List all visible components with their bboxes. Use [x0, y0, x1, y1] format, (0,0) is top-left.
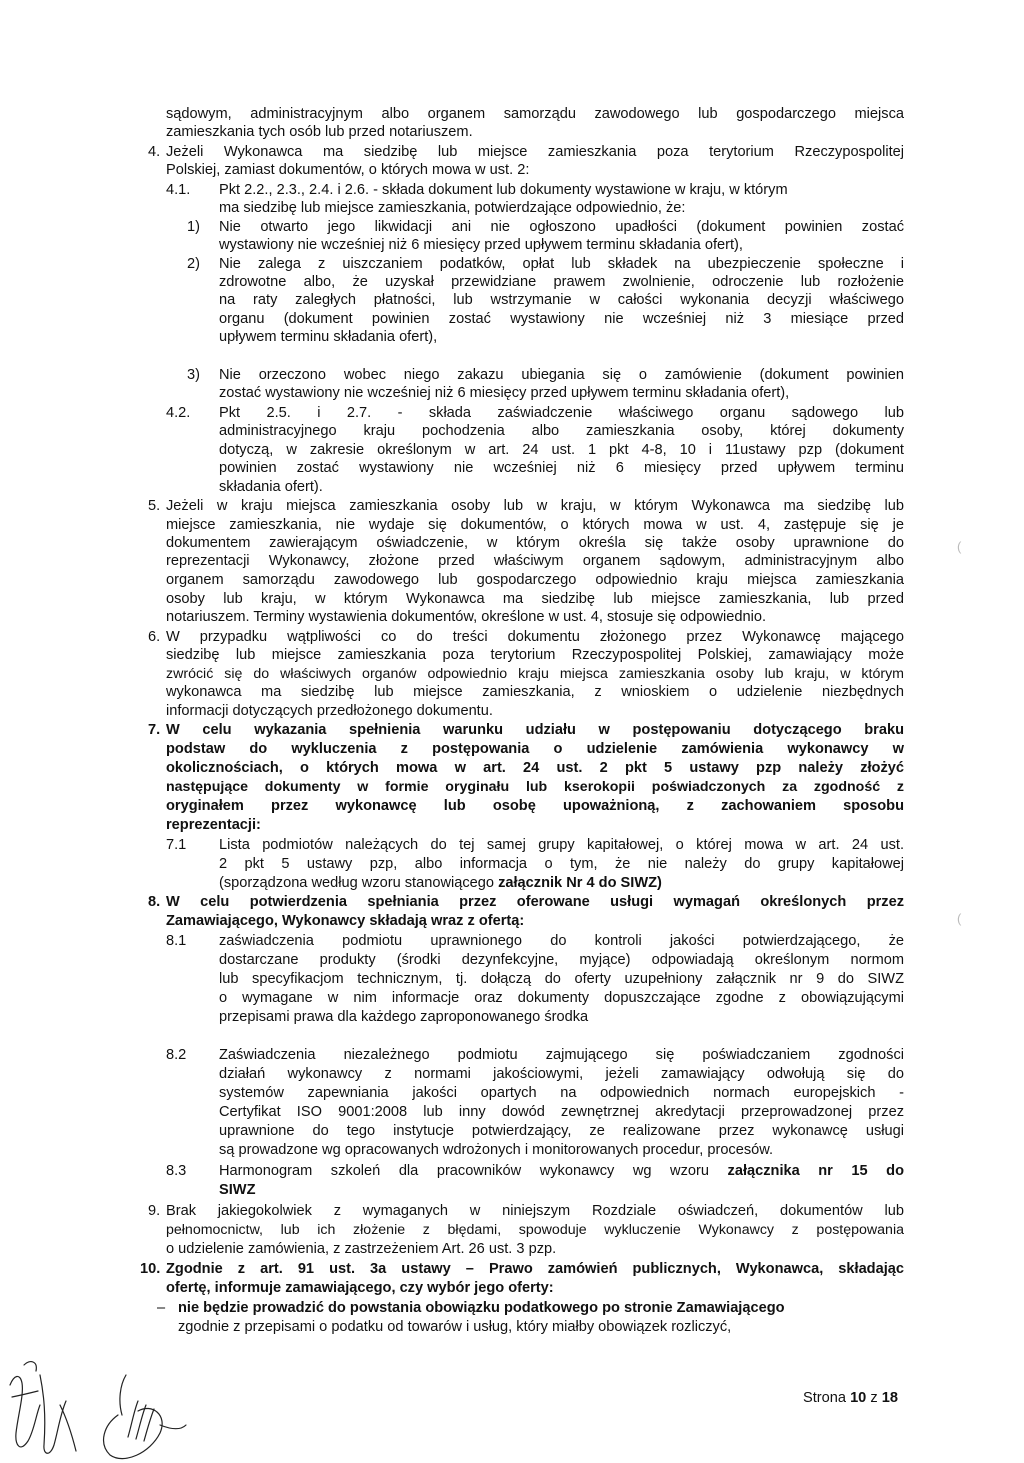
- attachment-4-reference: załącznik Nr 4 do SIWZ): [498, 875, 662, 891]
- item-8-2-line-2: działań wykonawcy z normami jakościowymi, jeżeli zamawiający odwołują się do: [219, 1066, 904, 1082]
- item-8-2-line-4: Certyfikat ISO 9001:2008 lub inny dowód zewnętrznej akredytacji przeprowadzonej przez: [219, 1104, 904, 1120]
- item-4-line-2: Polskiej, zamiast dokumentów, o których mowa w ust. 2:: [166, 162, 530, 178]
- item-5-line-5: organem samorządu zawodowego lub gospodarczego odpowiednio kraju miejsca zamieszkania: [166, 572, 904, 588]
- attachment-15-reference: załącznika nr 15 do: [727, 1163, 904, 1179]
- page-number: 10: [850, 1390, 867, 1406]
- item-number-8-1: 8.1: [166, 933, 187, 949]
- item-10-line-1: Zgodnie z art. 91 ust. 3a ustawy – Prawo zamówień publicznych, Wykonawca, składając: [166, 1261, 904, 1277]
- item-number-8-3: 8.3: [166, 1163, 187, 1179]
- item-number-4-1-1: 1): [187, 219, 200, 235]
- page-footer: [803, 1389, 898, 1407]
- margin-mark: (: [957, 911, 962, 926]
- item-4-1-3-line-1: Nie orzeczono wobec niego zakazu ubiegania się o zamówienie (dokument powinien: [219, 367, 904, 383]
- handwritten-initials-signature: [0, 1345, 220, 1463]
- item-number-4-1-3: 3): [187, 367, 200, 383]
- item-4-line-1: Jeżeli Wykonawca ma siedzibę lub miejsce zamieszkania poza terytorium Rzeczypospolitej: [166, 144, 904, 160]
- item-number-4-2: 4.2.: [166, 405, 191, 421]
- item-8-line-2: Zamawiającego, Wykonawcy składają wraz z ofertą:: [166, 913, 525, 929]
- item-8-2-line-3: systemów zapewniania jakości opartych na odpowiednich normach europejskich -: [219, 1085, 904, 1101]
- item-4-2-line-1: Pkt 2.5. i 2.7. - składa zaświadczenie właściwego organu sądowego lub: [219, 405, 904, 421]
- margin-mark: (: [957, 539, 962, 554]
- item-4-2-line-3: dotyczą, w zakresie określonym w art. 24 ust. 1 pkt 4-8, 10 i 11ustawy pzp (dokument: [219, 442, 904, 458]
- item-7-1-line-1: Lista podmiotów należących do tej samej grupy kapitałowej, o której mowa w art. 24 ust.: [219, 837, 904, 853]
- item-6-line-4: wykonawca ma siedzibę lub miejsce zamieszkania, z wnioskiem o udzielenie niezbędnych: [166, 684, 904, 700]
- item-7-line-4: następujące dokumenty w formie oryginału lub kserokopii poświadczonych za zgodność z: [166, 779, 904, 795]
- item-5-line-3: dokumentem zawierającym oświadczenie, w którym określa się także osoby uprawnione do: [166, 535, 904, 551]
- item-5-line-2: miejsce zamieszkania, nie wydaje się dokumentów, o których mowa w ust. 4, zastępuje się je: [166, 517, 904, 533]
- item-9-line-2: pełnomocnictw, lub ich złożenie z błędami, spowoduje wykluczenie Wykonawcy z postępowania: [166, 1222, 904, 1238]
- item-number-8-2: 8.2: [166, 1047, 187, 1063]
- dash-item-line-2: zgodnie z przepisami o podatku od towarów i usług, który miałby obowiązek rozliczyć,: [178, 1319, 732, 1335]
- item-4-2-line-2: administracyjnego kraju pochodzenia albo zamieszkania osoby, której dokumenty: [219, 423, 904, 439]
- item-4-1-1-line-1: Nie otwarto jego likwidacji ani nie ogłoszono upadłości (dokument powinien zostać: [219, 219, 904, 235]
- page-total: 18: [881, 1390, 898, 1406]
- dash-item-line-1: nie będzie prowadzić do powstania obowiązku podatkowego po stronie Zamawiającego: [178, 1300, 785, 1316]
- page-separator: z: [866, 1390, 882, 1406]
- item-number-10: 10.: [140, 1261, 161, 1277]
- item-4-1-line-2: ma siedzibę lub miejsce zamieszkania, potwierdzające odpowiednio, że:: [219, 200, 686, 216]
- item-5-line-4: reprezentacji Wykonawcy, złożone przed właściwym organem sądowym, administracyjnym albo: [166, 553, 904, 569]
- item-4-2-line-5: składania ofert).: [219, 479, 323, 495]
- item-7-line-1: W celu wykazania spełnienia warunku udziału w postępowaniu dotyczącego braku: [166, 722, 904, 738]
- item-number-6: 6.: [148, 629, 161, 645]
- item-4-1-2-line-5: upływem terminu składania ofert),: [219, 329, 438, 345]
- item-8-1-line-1: zaświadczenia podmiotu uprawnionego do kontroli jakości potwierdzającego, że: [219, 933, 904, 949]
- item-4-1-line-1: Pkt 2.2., 2.3., 2.4. i 2.6. - składa dokument lub dokumenty wystawione w kraju, w którym: [219, 182, 788, 198]
- item-8-2-line-1: Zaświadczenia niezależnego podmiotu zajmującego się poświadczaniem zgodności: [219, 1047, 904, 1063]
- item-number-8: 8.: [148, 894, 161, 910]
- item-8-1-line-3: lub specyfikacjom technicznym, tj. dołączą do oferty uzupełniony załącznik nr 9 do SIWZ: [219, 971, 904, 987]
- intro-line-2: zamieszkania tych osób lub przed notariuszem.: [166, 124, 473, 140]
- item-4-2-line-4: powinien zostać wystawiony nie wcześniej niż 6 miesięcy przed upływem terminu: [219, 460, 904, 476]
- item-number-7: 7.: [148, 722, 161, 738]
- item-5-line-7: notariuszem. Terminy wystawienia dokumentów, określone w ust. 4, stosuje się odpowiednio.: [166, 609, 766, 625]
- item-8-1-line-5: przepisami prawa dla każdego zaproponowanego środka: [219, 1009, 589, 1025]
- item-10-line-2: ofertę, informuje zamawiającego, czy wybór jego oferty:: [166, 1280, 554, 1296]
- item-8-line-1: W celu potwierdzenia spełniania przez oferowane usługi wymagań określonych przez: [166, 894, 904, 910]
- item-7-line-6: reprezentacji:: [166, 817, 261, 833]
- item-4-1-1-line-2: wystawiony nie wcześniej niż 6 miesięcy przed upływem terminu składania ofert),: [219, 237, 743, 253]
- item-7-line-5: oryginałem przez wykonawcę lub osobę upoważnioną, z zachowaniem sposobu: [166, 798, 904, 814]
- item-number-7-1: 7.1: [166, 837, 187, 853]
- page-label: Strona: [803, 1390, 851, 1406]
- item-8-2-line-6: są prowadzone wg opracowanych wdrożonych i monitorowanych procedur, procesów.: [219, 1142, 774, 1158]
- intro-line-1: sądowym, administracyjnym albo organem samorządu zawodowego lub gospodarczego miejsca: [166, 106, 904, 122]
- item-number-4-1: 4.1.: [166, 182, 191, 198]
- item-8-3-line-2: SIWZ: [219, 1182, 256, 1198]
- item-8-3-line-1: [219, 1162, 904, 1180]
- item-4-1-3-line-2: zostać wystawiony nie wcześniej niż 6 miesięcy przed upływem terminu składania ofert),: [219, 385, 790, 401]
- item-7-line-2: podstaw do wykluczenia z postępowania o udzielenie zamówienia wykonawcy w: [166, 741, 904, 757]
- item-6-line-3: zwrócić się do właściwych organów odpowiednio kraju miejsca zamieszkania osoby lub kraju, w którym: [166, 666, 904, 682]
- item-number-4-1-2: 2): [187, 256, 200, 272]
- item-8-2-line-5: uprawnione do tego instytucje potwierdzający, ze realizowane przez wykonawcę usługi: [219, 1123, 904, 1139]
- item-number-5: 5.: [148, 498, 161, 514]
- item-7-1-line-3-text: (sporządzona według wzoru stanowiącego: [219, 875, 499, 891]
- item-6-line-1: W przypadku wątpliwości co do treści dokumentu złożonego przez Wykonawcę mającego: [166, 629, 904, 645]
- item-7-1-line-2: 2 pkt 5 ustawy pzp, albo informacja o tym, że nie należy do grupy kapitałowej: [219, 856, 904, 872]
- item-5-line-1: Jeżeli w kraju miejsca zamieszkania osoby lub w kraju, w którym Wykonawca ma siedzibę lub: [166, 498, 904, 514]
- item-7-1-line-3: [219, 874, 662, 892]
- item-number-4: 4.: [148, 144, 161, 160]
- item-6-line-2: siedzibę lub miejsce zamieszkania poza terytorium Rzeczypospolitej Polskiej, zamawiający może: [166, 647, 904, 663]
- item-9-line-1: Brak jakiegokolwiek z wymaganych w niniejszym Rozdziale oświadczeń, dokumentów lub: [166, 1203, 904, 1219]
- item-6-line-5: informacji dotyczących przedłożonego dokumentu.: [166, 703, 493, 719]
- item-5-line-6: osoby lub kraju, w którym Wykonawca ma siedzibę lub miejsce zamieszkania, lub przed: [166, 591, 904, 607]
- dash-bullet: –: [157, 1300, 166, 1316]
- item-4-1-2-line-2: zdrowotne albo, że uzyskał przewidziane prawem zwolnienie, odroczenie lub rozłożenie: [219, 274, 904, 290]
- item-8-1-line-4: o wymagane w nim informacje oraz dokumenty dopuszczające zgodne z obowiązującymi: [219, 990, 904, 1006]
- item-4-1-2-line-1: Nie zalega z uiszczaniem podatków, opłat lub składek na ubezpieczenie społeczne i: [219, 256, 904, 272]
- item-8-1-line-2: dostarczane produkty (środki dezynfekcyjne, myjące) odpowiadają określonym normom: [219, 952, 904, 968]
- item-4-1-2-line-3: na raty zaległych płatności, lub wstrzymanie w całości wykonania decyzji właściwego: [219, 292, 904, 308]
- item-number-9: 9.: [148, 1203, 161, 1219]
- item-9-line-3: o udzielenie zamówienia, z zastrzeżeniem Art. 26 ust. 3 pzp.: [166, 1241, 557, 1257]
- item-4-1-2-line-4: organu (dokument powinien zostać wystawiony nie wcześniej niż 3 miesiące przed: [219, 311, 904, 327]
- item-7-line-3: okolicznościach, o których mowa w art. 24 ust. 2 pkt 5 ustawy pzp należy złożyć: [166, 760, 904, 776]
- item-8-3-text: Harmonogram szkoleń dla pracowników wykonawcy wg wzoru: [219, 1163, 728, 1179]
